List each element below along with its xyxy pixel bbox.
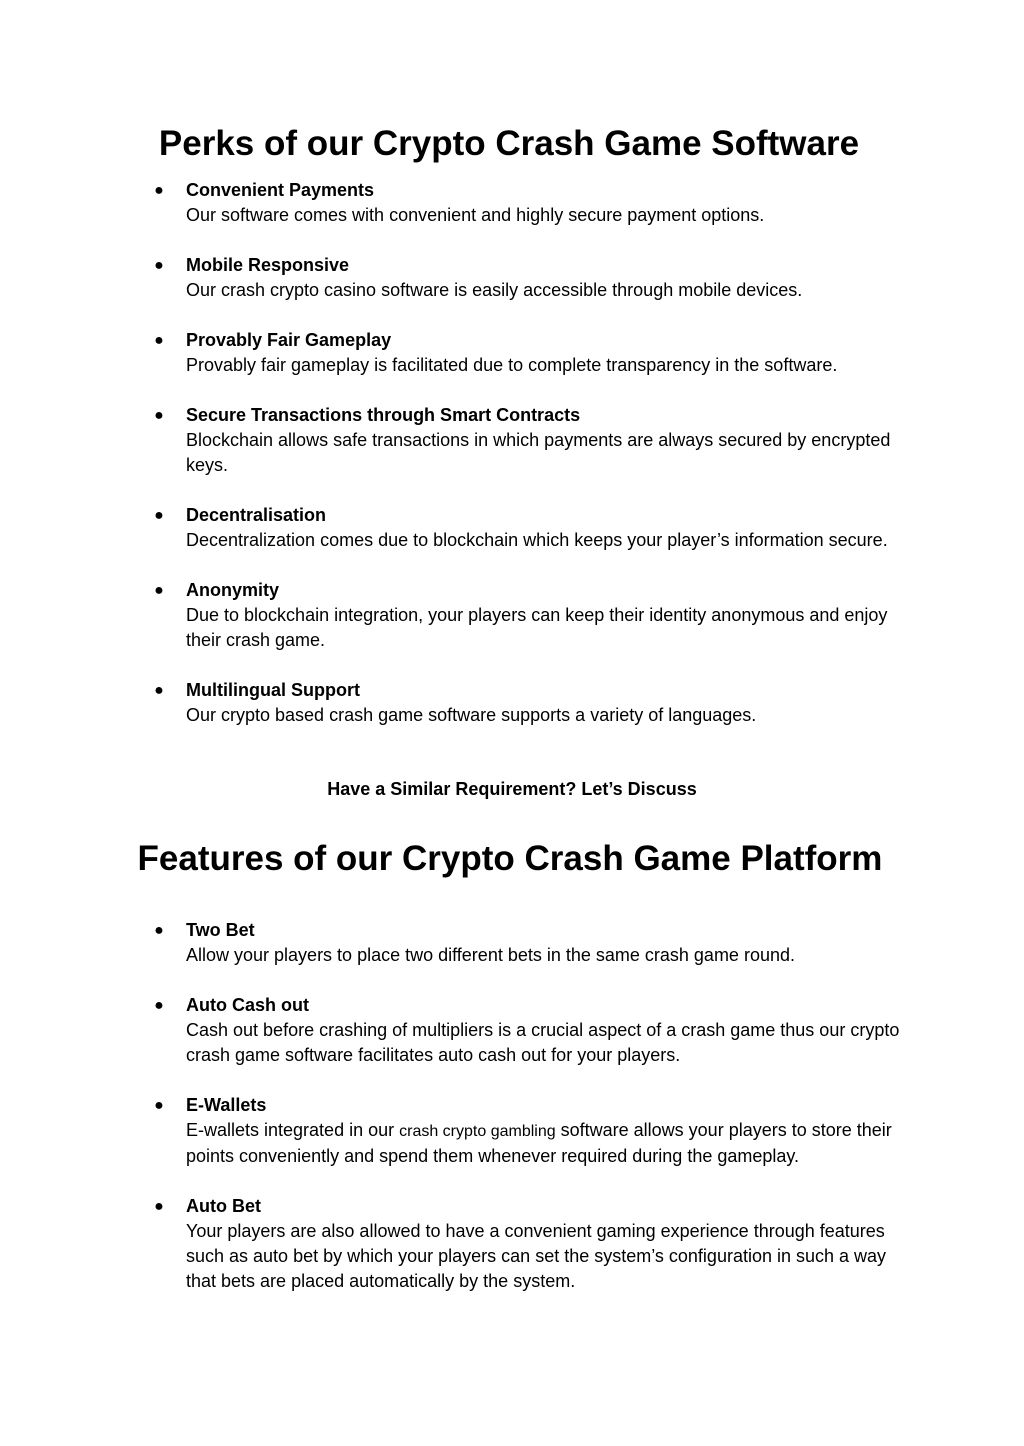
bullet-icon: ● [154,922,164,939]
description-text-small: crash crypto gambling [399,1123,556,1140]
bullet-icon: ● [154,257,164,274]
item-title: Mobile Responsive [186,255,350,275]
item-description: Cash out before crashing of multipliers is a crucial aspect of a crash game thus our crypto crash game software facilitates auto cash out for your players. [186,1020,900,1065]
list-item [0,403,1024,478]
perks-list [0,178,1024,753]
item-title: Convenient Payments [186,180,375,200]
description-text: E-wallets integrated in our [186,1120,400,1140]
item-description: Provably fair gameplay is facilitated due to complete transparency in the software. [186,355,838,375]
bullet-icon: ● [154,332,164,349]
list-item [0,678,1024,728]
list-item [0,918,1024,968]
list-item [0,178,1024,228]
bullet-icon: ● [154,507,164,524]
item-title: Provably Fair Gameplay [186,330,392,350]
features-list [0,918,1024,1319]
item-description: Blockchain allows safe transactions in which payments are always secured by encrypted keys. [186,430,891,475]
list-item [0,328,1024,378]
list-item [0,503,1024,553]
item-title: Auto Cash out [186,995,309,1015]
item-description: Allow your players to place two different bets in the same crash game round. [186,945,795,965]
item-description: Our crash crypto casino software is easily accessible through mobile devices. [186,280,803,300]
list-item [0,578,1024,653]
item-description: Our crypto based crash game software supports a variety of languages. [186,705,757,725]
item-description: Due to blockchain integration, your players can keep their identity anonymous and enjoy their crash game. [186,605,888,650]
item-description: Our software comes with convenient and highly secure payment options. [186,205,765,225]
features-heading: Features of our Crypto Crash Game Platform [137,839,883,878]
item-title: Auto Bet [186,1196,261,1216]
list-item [0,1194,1024,1294]
cta-text: Have a Similar Requirement? Let’s Discuss [327,779,697,799]
bullet-icon: ● [154,1198,164,1215]
bullet-icon: ● [154,407,164,424]
list-item [0,253,1024,303]
bullet-icon: ● [154,1097,164,1114]
item-description [186,1118,906,1169]
item-title: E-Wallets [186,1095,267,1115]
list-item [0,1093,1024,1169]
item-description: Your players are also allowed to have a convenient gaming experience through features such as auto bet by which your players can set the system’s configuration in such a way that bets are placed automatically by the system. [186,1221,887,1291]
item-title: Multilingual Support [186,680,360,700]
list-item [0,993,1024,1068]
bullet-icon: ● [154,182,164,199]
bullet-icon: ● [154,582,164,599]
item-description: Decentralization comes due to blockchain which keeps your player’s information secure. [186,530,888,550]
bullet-icon: ● [154,682,164,699]
bullet-icon: ● [154,997,164,1014]
item-title: Decentralisation [186,505,327,525]
item-title: Anonymity [186,580,280,600]
perks-heading: Perks of our Crypto Crash Game Software [158,124,860,163]
item-title: Secure Transactions through Smart Contracts [186,405,581,425]
item-title: Two Bet [186,920,255,940]
description-text: software allows your players to store their points conveniently and spend them whenever required during the gameplay. [186,1120,892,1166]
